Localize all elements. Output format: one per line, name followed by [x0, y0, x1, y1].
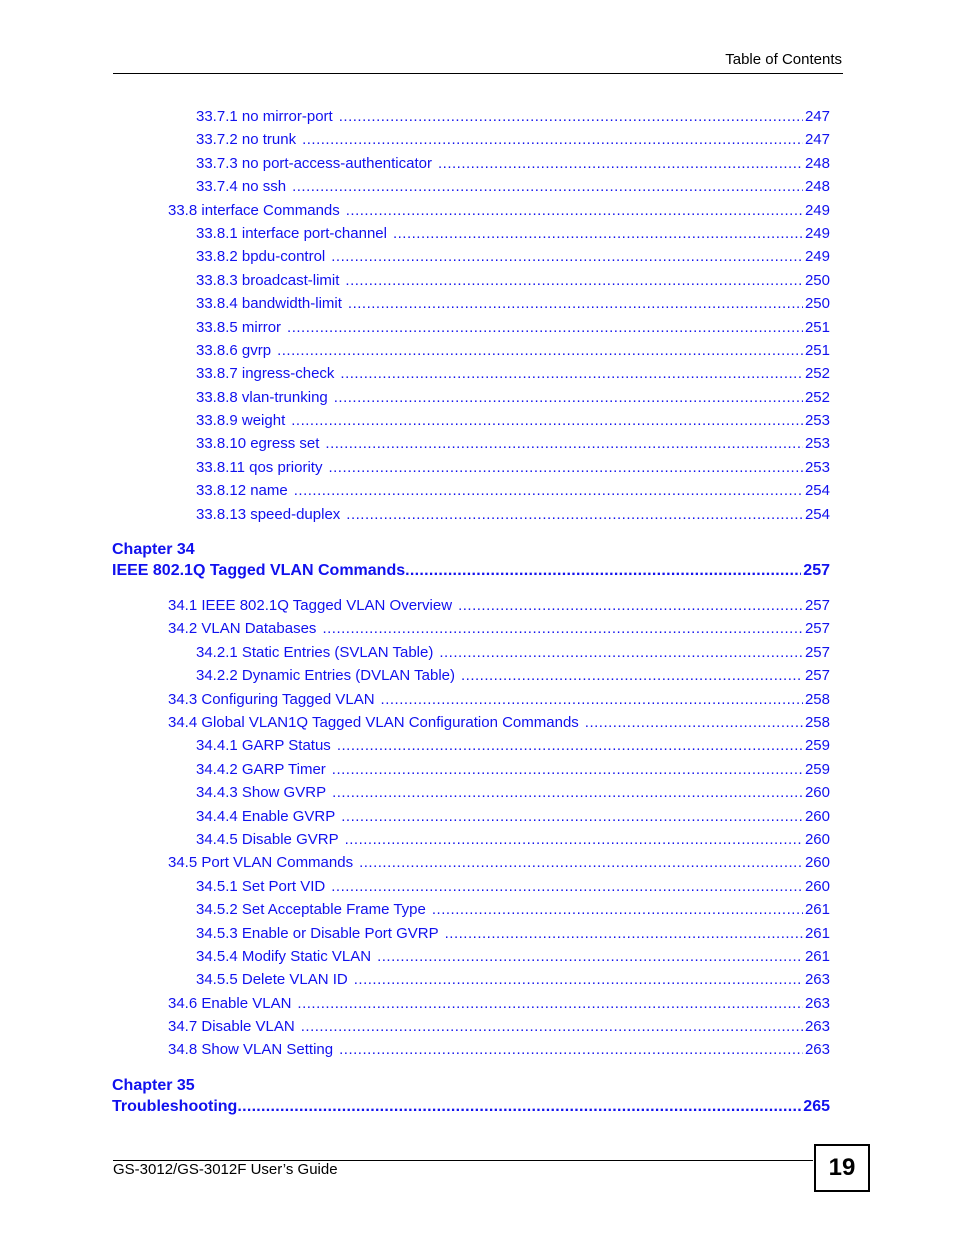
dot-leader	[331, 875, 803, 898]
dot-leader	[237, 1096, 801, 1117]
toc-entry-label: 34.8 Show VLAN Setting	[168, 1041, 334, 1059]
dot-leader	[359, 851, 803, 874]
dot-leader	[322, 617, 803, 640]
toc-entry-page: 250	[804, 295, 830, 313]
dot-leader	[339, 105, 803, 128]
toc-entry-label: 33.8.8 vlan-trunking	[196, 388, 328, 406]
toc-entry[interactable]	[0, 128, 954, 151]
toc-entry[interactable]	[0, 175, 954, 198]
toc-entry[interactable]	[0, 503, 954, 526]
toc-entry-page: 260	[804, 854, 830, 872]
toc-entry-label: 34.1 IEEE 802.1Q Tagged VLAN Overview	[168, 597, 453, 615]
toc-entry-page: 251	[804, 318, 830, 336]
dot-leader	[287, 316, 803, 339]
toc-entry-label: 33.7.4 no ssh	[196, 178, 287, 196]
toc-entry[interactable]	[0, 734, 954, 757]
toc-entry-page: 263	[804, 971, 830, 989]
dot-leader	[432, 898, 803, 921]
chapter-page: 257	[803, 562, 830, 580]
toc-entry-page: 260	[804, 877, 830, 895]
dot-leader	[345, 269, 803, 292]
dot-leader	[346, 199, 803, 222]
toc-entry-page: 247	[804, 131, 830, 149]
toc-entry[interactable]	[0, 339, 954, 362]
dot-leader	[445, 922, 803, 945]
toc-entry-label: 34.6 Enable VLAN	[168, 994, 292, 1012]
dot-leader	[328, 456, 803, 479]
toc-entry-page: 252	[804, 365, 830, 383]
toc-entry-page: 253	[804, 412, 830, 430]
toc-entry[interactable]	[0, 617, 954, 640]
dot-leader	[339, 1038, 803, 1061]
dot-leader	[334, 386, 803, 409]
toc-entry-page: 260	[804, 830, 830, 848]
toc-entry-label: 33.8.7 ingress-check	[196, 365, 335, 383]
toc-entry-label: 33.8.1 interface port-channel	[196, 224, 387, 242]
dot-leader	[377, 945, 803, 968]
toc-entry-label: 33.7.2 no trunk	[196, 131, 297, 149]
toc-entry-label: 33.7.1 no mirror-port	[196, 108, 333, 125]
toc-entry[interactable]	[0, 1038, 954, 1061]
page-number-box	[814, 1144, 870, 1192]
toc-entry-page: 257	[804, 667, 830, 685]
toc-entry[interactable]	[0, 875, 954, 898]
chapter-title: IEEE 802.1Q Tagged VLAN Commands	[112, 562, 406, 580]
toc-entry-label: 33.8.5 mirror	[196, 318, 282, 336]
toc-entry-page: 260	[804, 807, 830, 825]
toc-entry[interactable]	[0, 898, 954, 921]
toc-entry[interactable]	[0, 641, 954, 664]
toc-entry[interactable]	[0, 758, 954, 781]
chapter-title: Troubleshooting	[112, 1097, 238, 1115]
toc-entry-page: 258	[804, 690, 830, 708]
toc-chapter[interactable]	[0, 1075, 954, 1117]
toc-entry-page: 251	[804, 341, 830, 359]
dot-leader	[332, 781, 803, 804]
toc-entry-label: 33.8.3 broadcast-limit	[196, 271, 340, 289]
toc-entry[interactable]	[0, 432, 954, 455]
toc-entry-page: 257	[804, 597, 830, 615]
dot-leader	[337, 734, 803, 757]
toc-entry-page: 254	[804, 482, 830, 500]
toc-entry-label: 34.4.1 GARP Status	[196, 737, 331, 755]
toc-entry[interactable]	[0, 479, 954, 502]
toc-entry-label: 34.5.1 Set Port VID	[196, 877, 326, 895]
toc-entry-label: 33.7.3 no port-access-authenticator	[196, 154, 432, 172]
dot-leader	[301, 1015, 803, 1038]
toc-entry-label: 34.4.2 GARP Timer	[196, 760, 326, 778]
toc-entry[interactable]	[0, 992, 954, 1015]
toc-entry[interactable]	[0, 409, 954, 432]
toc-entry-page: 249	[804, 248, 830, 266]
toc-entry-label: 33.8.13 speed-duplex	[196, 505, 341, 523]
toc-entry-page: 254	[804, 505, 830, 523]
toc-entry[interactable]	[0, 828, 954, 851]
dot-leader	[346, 503, 803, 526]
toc-entry-label: 33.8.2 bpdu-control	[196, 248, 326, 266]
toc-entry-label: 34.2.1 Static Entries (SVLAN Table)	[196, 643, 434, 661]
toc-entry-page: 263	[804, 994, 830, 1012]
dot-leader	[331, 245, 803, 268]
toc-entry-page: 260	[804, 784, 830, 802]
footer-guide-title: GS-3012/GS-3012F User’s Guide	[113, 1161, 338, 1178]
dot-leader	[354, 968, 803, 991]
dot-leader	[438, 152, 803, 175]
toc-entry[interactable]	[0, 945, 954, 968]
toc-entry-label: 33.8.10 egress set	[196, 435, 320, 453]
toc-entry-label: 34.7 Disable VLAN	[168, 1018, 295, 1036]
chapter-number: Chapter 34	[112, 541, 195, 559]
toc-entry-page: 263	[804, 1018, 830, 1036]
header-rule	[113, 73, 843, 74]
toc-entry-page: 259	[804, 760, 830, 778]
toc-chapter[interactable]	[0, 539, 954, 581]
toc-entry-label: 34.4 Global VLAN1Q Tagged VLAN Configuration Commands	[168, 713, 579, 731]
toc-entry[interactable]	[0, 362, 954, 385]
toc-entry-label: 33.8.9 weight	[196, 412, 286, 430]
dot-leader	[302, 128, 803, 151]
toc-entry-label: 33.8.4 bandwidth-limit	[196, 295, 342, 313]
toc-entry-page: 249	[804, 201, 830, 219]
toc-entry-page: 252	[804, 388, 830, 406]
toc-entry[interactable]	[0, 711, 954, 734]
toc-entry[interactable]	[0, 781, 954, 804]
toc-entry-page: 263	[804, 1041, 830, 1059]
toc-entry-page: 250	[804, 271, 830, 289]
toc-entry[interactable]	[0, 269, 954, 292]
toc-entry-label: 34.5.3 Enable or Disable Port GVRP	[196, 924, 439, 942]
dot-leader	[461, 664, 803, 687]
toc-entry-page: 253	[804, 435, 830, 453]
chapter-title-row	[112, 560, 830, 581]
toc-entry[interactable]	[0, 105, 954, 128]
dot-leader	[277, 339, 803, 362]
toc-entry-label: 34.3 Configuring Tagged VLAN	[168, 690, 375, 708]
toc-entry-label: 34.4.5 Disable GVRP	[196, 830, 339, 848]
toc-entry-label: 34.5.4 Modify Static VLAN	[196, 947, 372, 965]
dot-leader	[294, 479, 803, 502]
toc-entry-label: 34.5.5 Delete VLAN ID	[196, 971, 348, 989]
toc-entry[interactable]	[0, 222, 954, 245]
dot-leader	[345, 828, 803, 851]
toc-entry[interactable]	[0, 805, 954, 828]
dot-leader	[381, 688, 803, 711]
toc-entry[interactable]	[0, 316, 954, 339]
toc-entry-label: 33.8.11 qos priority	[196, 458, 323, 476]
toc-entry-label: 34.2.2 Dynamic Entries (DVLAN Table)	[196, 667, 455, 685]
dot-leader	[332, 758, 803, 781]
toc-entry-page: 261	[804, 924, 830, 942]
chapter-number: Chapter 35	[112, 1076, 195, 1094]
toc-entry[interactable]	[0, 968, 954, 991]
table-of-contents	[0, 105, 954, 1130]
toc-entry[interactable]	[0, 199, 954, 222]
toc-entry-label: 34.4.4 Enable GVRP	[196, 807, 336, 825]
toc-entry[interactable]	[0, 245, 954, 268]
toc-entry-page: 249	[804, 224, 830, 242]
toc-entry-page: 259	[804, 737, 830, 755]
dot-leader	[325, 432, 803, 455]
toc-entry-page: 261	[804, 901, 830, 919]
toc-entry-label: 34.5.2 Set Acceptable Frame Type	[196, 901, 426, 919]
toc-entry[interactable]	[0, 386, 954, 409]
toc-entry[interactable]	[0, 292, 954, 315]
toc-entry-page: 253	[804, 458, 830, 476]
toc-entry-label: 33.8.12 name	[196, 482, 288, 500]
toc-entry-label: 34.4.3 Show GVRP	[196, 784, 327, 802]
toc-entry-label: 33.8 interface Commands	[168, 201, 340, 219]
toc-entry-page: 247	[804, 108, 830, 125]
toc-entry-page: 258	[804, 713, 830, 731]
toc-entry[interactable]	[0, 152, 954, 175]
page-number: 19	[828, 1154, 856, 1181]
toc-entry-page: 248	[804, 154, 830, 172]
toc-entry-page: 257	[804, 620, 830, 638]
dot-leader	[405, 560, 801, 581]
dot-leader	[291, 409, 803, 432]
dot-leader	[585, 711, 803, 734]
dot-leader	[297, 992, 803, 1015]
dot-leader	[348, 292, 803, 315]
dot-leader	[393, 222, 803, 245]
dot-leader	[439, 641, 803, 664]
toc-entry-page: 261	[804, 947, 830, 965]
chapter-title-row	[112, 1096, 830, 1117]
toc-entry[interactable]	[0, 922, 954, 945]
toc-entry-page: 257	[804, 643, 830, 661]
toc-entry[interactable]	[0, 851, 954, 874]
toc-entry-label: 33.8.6 gvrp	[196, 341, 272, 359]
dot-leader	[292, 175, 803, 198]
toc-entry-label: 34.2 VLAN Databases	[168, 620, 317, 638]
toc-entry[interactable]	[0, 688, 954, 711]
toc-entry[interactable]	[0, 664, 954, 687]
running-header: Table of Contents	[725, 51, 842, 68]
toc-entry-page: 248	[804, 178, 830, 196]
chapter-page: 265	[803, 1097, 830, 1115]
dot-leader	[340, 362, 803, 385]
toc-entry[interactable]	[0, 594, 954, 617]
toc-entry-label: 34.5 Port VLAN Commands	[168, 854, 354, 872]
toc-entry[interactable]	[0, 456, 954, 479]
toc-entry[interactable]	[0, 1015, 954, 1038]
dot-leader	[458, 594, 803, 617]
dot-leader	[341, 805, 803, 828]
